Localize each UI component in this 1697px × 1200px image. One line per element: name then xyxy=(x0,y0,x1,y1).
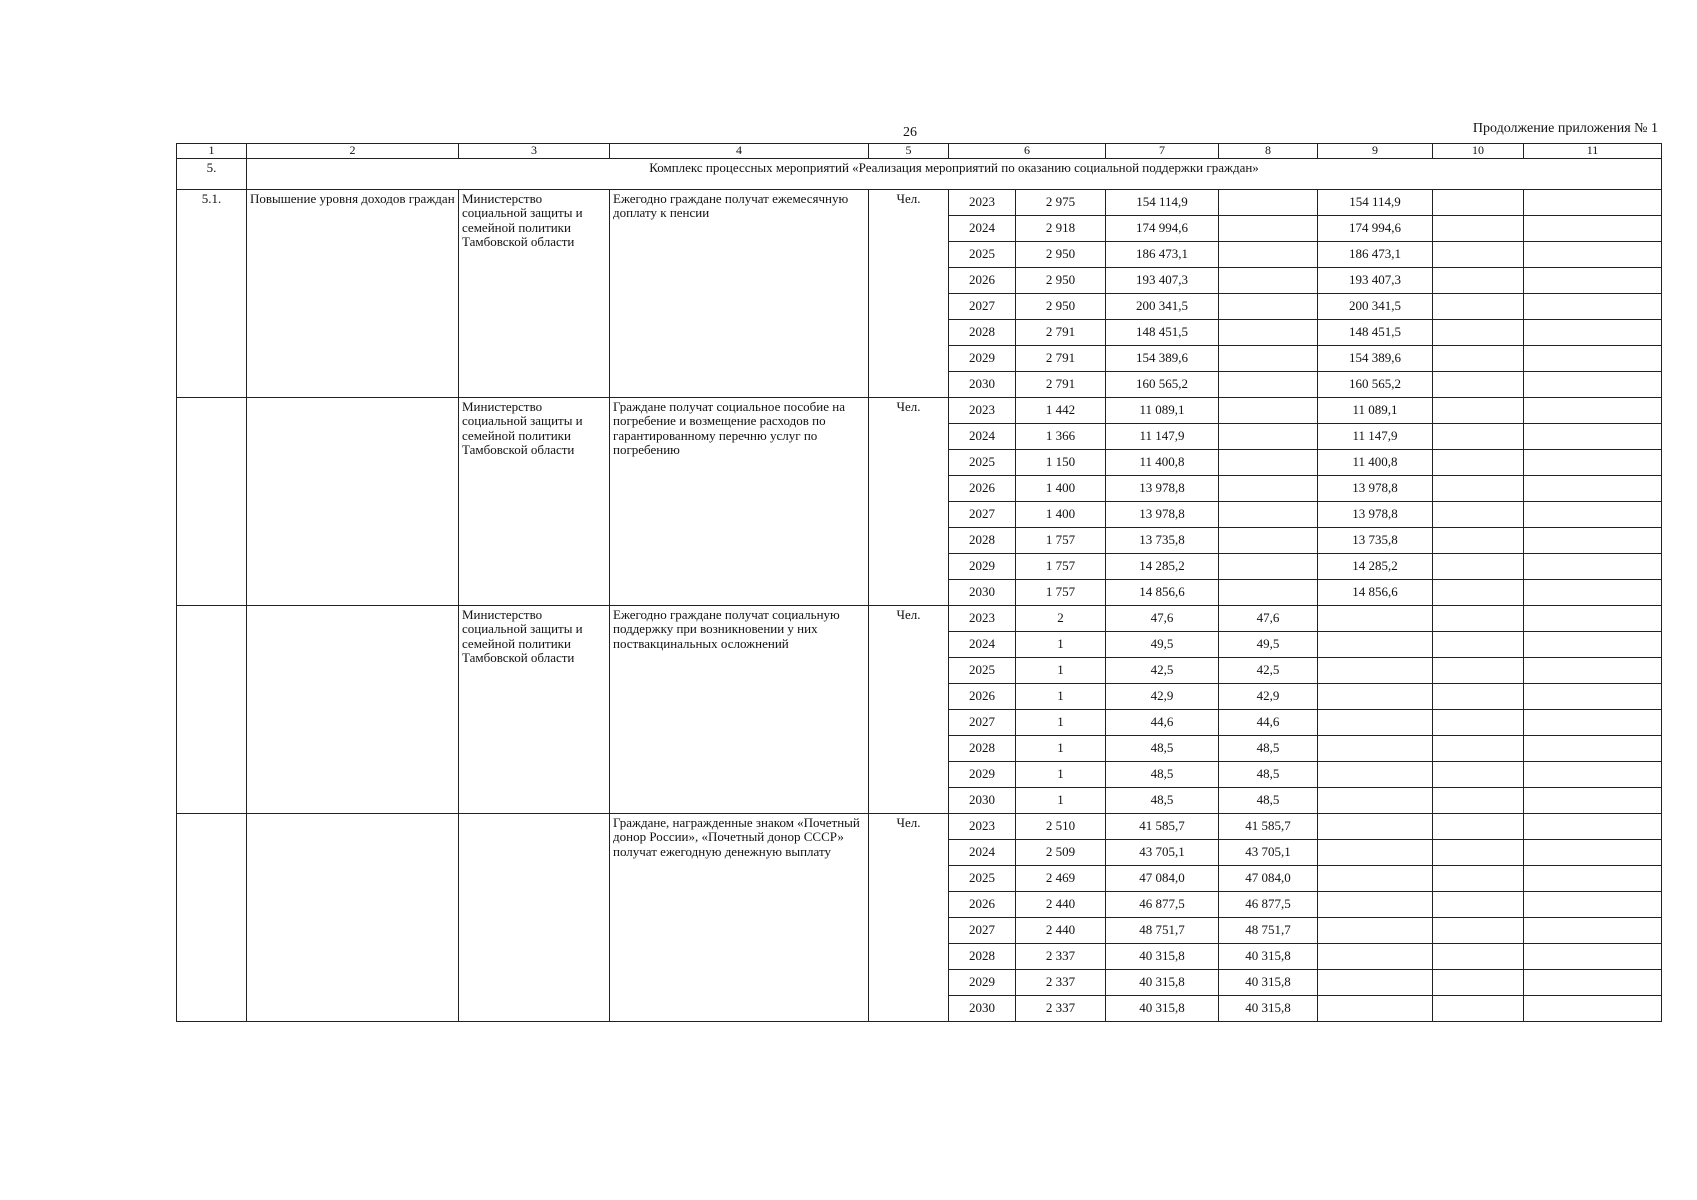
column-8-cell: 40 315,8 xyxy=(1219,996,1318,1022)
column-10-cell xyxy=(1433,866,1524,892)
column-8-cell xyxy=(1219,294,1318,320)
column-8-cell: 40 315,8 xyxy=(1219,970,1318,996)
column-number-cell: 4 xyxy=(610,144,869,159)
column-11-cell xyxy=(1524,996,1662,1022)
column-11-cell xyxy=(1524,554,1662,580)
column-number-row xyxy=(177,144,1662,159)
column-10-cell xyxy=(1433,450,1524,476)
column-10-cell xyxy=(1433,736,1524,762)
column-10-cell xyxy=(1433,242,1524,268)
year-cell: 2026 xyxy=(949,268,1016,294)
responsible-cell: Министерство социальной защиты и семейной политики Тамбовской области xyxy=(459,190,610,398)
column-8-cell xyxy=(1219,398,1318,424)
column-9-cell: 148 451,5 xyxy=(1318,320,1433,346)
people-count-cell: 2 791 xyxy=(1016,346,1106,372)
unit-cell: Чел. xyxy=(869,606,949,814)
people-count-cell: 1 757 xyxy=(1016,528,1106,554)
people-count-cell: 2 510 xyxy=(1016,814,1106,840)
column-10-cell xyxy=(1433,346,1524,372)
column-11-cell xyxy=(1524,762,1662,788)
column-11-cell xyxy=(1524,866,1662,892)
column-10-cell xyxy=(1433,424,1524,450)
total-amount-cell: 49,5 xyxy=(1106,632,1219,658)
column-11-cell xyxy=(1524,970,1662,996)
total-amount-cell: 174 994,6 xyxy=(1106,216,1219,242)
column-8-cell xyxy=(1219,476,1318,502)
column-9-cell: 186 473,1 xyxy=(1318,242,1433,268)
unit-cell: Чел. xyxy=(869,814,949,1022)
people-count-cell: 2 918 xyxy=(1016,216,1106,242)
total-amount-cell: 200 341,5 xyxy=(1106,294,1219,320)
column-9-cell: 160 565,2 xyxy=(1318,372,1433,398)
column-8-cell: 47,6 xyxy=(1219,606,1318,632)
column-8-cell: 41 585,7 xyxy=(1219,814,1318,840)
column-10-cell xyxy=(1433,190,1524,216)
people-count-cell: 2 440 xyxy=(1016,892,1106,918)
year-cell: 2030 xyxy=(949,788,1016,814)
people-count-cell: 1 150 xyxy=(1016,450,1106,476)
people-count-cell: 1 400 xyxy=(1016,476,1106,502)
column-11-cell xyxy=(1524,632,1662,658)
total-amount-cell: 14 285,2 xyxy=(1106,554,1219,580)
column-9-cell: 13 735,8 xyxy=(1318,528,1433,554)
continuation-note: Продолжение приложения № 1 xyxy=(1472,121,1658,136)
column-9-cell xyxy=(1318,658,1433,684)
column-10-cell xyxy=(1433,398,1524,424)
column-11-cell xyxy=(1524,346,1662,372)
column-11-cell xyxy=(1524,918,1662,944)
column-10-cell xyxy=(1433,476,1524,502)
total-amount-cell: 13 978,8 xyxy=(1106,476,1219,502)
column-8-cell xyxy=(1219,580,1318,606)
people-count-cell: 2 950 xyxy=(1016,294,1106,320)
column-9-cell: 11 147,9 xyxy=(1318,424,1433,450)
column-10-cell xyxy=(1433,320,1524,346)
total-amount-cell: 160 565,2 xyxy=(1106,372,1219,398)
column-11-cell xyxy=(1524,736,1662,762)
column-10-cell xyxy=(1433,684,1524,710)
column-10-cell xyxy=(1433,606,1524,632)
total-amount-cell: 148 451,5 xyxy=(1106,320,1219,346)
column-9-cell: 193 407,3 xyxy=(1318,268,1433,294)
column-number-cell: 10 xyxy=(1433,144,1524,159)
column-9-cell xyxy=(1318,918,1433,944)
column-11-cell xyxy=(1524,450,1662,476)
year-cell: 2023 xyxy=(949,814,1016,840)
section-row xyxy=(177,159,1662,190)
column-9-cell: 13 978,8 xyxy=(1318,476,1433,502)
blank-name-cell xyxy=(247,398,459,606)
total-amount-cell: 154 389,6 xyxy=(1106,346,1219,372)
section-number: 5. xyxy=(177,159,247,190)
year-cell: 2030 xyxy=(949,996,1016,1022)
column-11-cell xyxy=(1524,892,1662,918)
column-8-cell: 44,6 xyxy=(1219,710,1318,736)
people-count-cell: 1 xyxy=(1016,736,1106,762)
column-9-cell: 11 400,8 xyxy=(1318,450,1433,476)
section-title: Комплекс процессных мероприятий «Реализация мероприятий по оказанию социальной поддержки граждан» xyxy=(247,159,1662,190)
column-8-cell xyxy=(1219,268,1318,294)
column-9-cell xyxy=(1318,970,1433,996)
column-10-cell xyxy=(1433,580,1524,606)
total-amount-cell: 41 585,7 xyxy=(1106,814,1219,840)
column-10-cell xyxy=(1433,372,1524,398)
total-amount-cell: 11 089,1 xyxy=(1106,398,1219,424)
column-number-cell: 6 xyxy=(949,144,1106,159)
column-11-cell xyxy=(1524,398,1662,424)
people-count-cell: 2 950 xyxy=(1016,268,1106,294)
column-9-cell xyxy=(1318,788,1433,814)
column-10-cell xyxy=(1433,502,1524,528)
blank-number-cell xyxy=(177,814,247,1022)
year-cell: 2027 xyxy=(949,502,1016,528)
total-amount-cell: 154 114,9 xyxy=(1106,190,1219,216)
column-9-cell xyxy=(1318,632,1433,658)
column-10-cell xyxy=(1433,294,1524,320)
column-10-cell xyxy=(1433,970,1524,996)
column-8-cell xyxy=(1219,320,1318,346)
people-count-cell: 1 xyxy=(1016,632,1106,658)
column-11-cell xyxy=(1524,372,1662,398)
column-9-cell: 174 994,6 xyxy=(1318,216,1433,242)
responsible-cell: Министерство социальной защиты и семейной политики Тамбовской области xyxy=(459,398,610,606)
total-amount-cell: 186 473,1 xyxy=(1106,242,1219,268)
year-cell: 2025 xyxy=(949,658,1016,684)
column-9-cell: 154 389,6 xyxy=(1318,346,1433,372)
column-8-cell xyxy=(1219,242,1318,268)
column-number-cell: 8 xyxy=(1219,144,1318,159)
column-9-cell xyxy=(1318,736,1433,762)
column-8-cell: 43 705,1 xyxy=(1219,840,1318,866)
year-cell: 2028 xyxy=(949,944,1016,970)
column-11-cell xyxy=(1524,606,1662,632)
total-amount-cell: 13 978,8 xyxy=(1106,502,1219,528)
year-cell: 2023 xyxy=(949,398,1016,424)
year-cell: 2026 xyxy=(949,892,1016,918)
total-amount-cell: 48,5 xyxy=(1106,788,1219,814)
people-count-cell: 1 366 xyxy=(1016,424,1106,450)
column-9-cell xyxy=(1318,866,1433,892)
column-11-cell xyxy=(1524,268,1662,294)
unit-cell: Чел. xyxy=(869,190,949,398)
column-9-cell: 11 089,1 xyxy=(1318,398,1433,424)
people-count-cell: 1 xyxy=(1016,684,1106,710)
page-number: 26 xyxy=(903,125,917,140)
blank-name-cell xyxy=(247,606,459,814)
blank-name-cell xyxy=(247,814,459,1022)
item-name: Повышение уровня доходов граждан xyxy=(247,190,459,398)
year-cell: 2024 xyxy=(949,424,1016,450)
year-cell: 2027 xyxy=(949,918,1016,944)
column-11-cell xyxy=(1524,658,1662,684)
column-11-cell xyxy=(1524,242,1662,268)
column-9-cell xyxy=(1318,944,1433,970)
year-cell: 2024 xyxy=(949,216,1016,242)
column-10-cell xyxy=(1433,918,1524,944)
people-count-cell: 1 xyxy=(1016,658,1106,684)
people-count-cell: 2 337 xyxy=(1016,970,1106,996)
column-8-cell: 40 315,8 xyxy=(1219,944,1318,970)
table-row xyxy=(177,398,1662,424)
people-count-cell: 1 400 xyxy=(1016,502,1106,528)
column-9-cell xyxy=(1318,996,1433,1022)
table-row xyxy=(177,814,1662,840)
column-10-cell xyxy=(1433,554,1524,580)
column-11-cell xyxy=(1524,528,1662,554)
column-11-cell xyxy=(1524,814,1662,840)
column-9-cell xyxy=(1318,814,1433,840)
column-10-cell xyxy=(1433,762,1524,788)
people-count-cell: 2 509 xyxy=(1016,840,1106,866)
year-cell: 2025 xyxy=(949,450,1016,476)
year-cell: 2028 xyxy=(949,320,1016,346)
column-9-cell xyxy=(1318,892,1433,918)
column-8-cell xyxy=(1219,502,1318,528)
people-count-cell: 2 337 xyxy=(1016,996,1106,1022)
year-cell: 2029 xyxy=(949,346,1016,372)
year-cell: 2023 xyxy=(949,606,1016,632)
column-9-cell xyxy=(1318,606,1433,632)
column-number-cell: 2 xyxy=(247,144,459,159)
column-9-cell: 14 856,6 xyxy=(1318,580,1433,606)
column-8-cell: 48 751,7 xyxy=(1219,918,1318,944)
column-9-cell xyxy=(1318,684,1433,710)
total-amount-cell: 47 084,0 xyxy=(1106,866,1219,892)
column-8-cell: 48,5 xyxy=(1219,736,1318,762)
column-8-cell xyxy=(1219,450,1318,476)
column-8-cell: 42,9 xyxy=(1219,684,1318,710)
column-number-cell: 3 xyxy=(459,144,610,159)
people-count-cell: 2 440 xyxy=(1016,918,1106,944)
total-amount-cell: 11 400,8 xyxy=(1106,450,1219,476)
blank-number-cell xyxy=(177,398,247,606)
unit-cell: Чел. xyxy=(869,398,949,606)
column-number-cell: 7 xyxy=(1106,144,1219,159)
column-9-cell: 200 341,5 xyxy=(1318,294,1433,320)
column-11-cell xyxy=(1524,476,1662,502)
column-10-cell xyxy=(1433,996,1524,1022)
column-10-cell xyxy=(1433,892,1524,918)
people-count-cell: 2 469 xyxy=(1016,866,1106,892)
column-9-cell xyxy=(1318,710,1433,736)
column-8-cell xyxy=(1219,554,1318,580)
column-10-cell xyxy=(1433,814,1524,840)
responsible-cell: Министерство социальной защиты и семейной политики Тамбовской области xyxy=(459,606,610,814)
people-count-cell: 2 975 xyxy=(1016,190,1106,216)
people-count-cell: 1 442 xyxy=(1016,398,1106,424)
year-cell: 2026 xyxy=(949,684,1016,710)
year-cell: 2026 xyxy=(949,476,1016,502)
people-count-cell: 1 xyxy=(1016,788,1106,814)
people-count-cell: 2 337 xyxy=(1016,944,1106,970)
column-9-cell: 14 285,2 xyxy=(1318,554,1433,580)
total-amount-cell: 11 147,9 xyxy=(1106,424,1219,450)
column-11-cell xyxy=(1524,294,1662,320)
year-cell: 2023 xyxy=(949,190,1016,216)
column-number-cell: 5 xyxy=(869,144,949,159)
column-8-cell: 47 084,0 xyxy=(1219,866,1318,892)
total-amount-cell: 46 877,5 xyxy=(1106,892,1219,918)
description-cell: Ежегодно граждане получат социальную поддержку при возникновении у них поствакцинальных осложнений xyxy=(610,606,869,814)
year-cell: 2027 xyxy=(949,710,1016,736)
column-10-cell xyxy=(1433,632,1524,658)
total-amount-cell: 42,5 xyxy=(1106,658,1219,684)
column-11-cell xyxy=(1524,580,1662,606)
people-count-cell: 1 757 xyxy=(1016,580,1106,606)
column-8-cell: 48,5 xyxy=(1219,762,1318,788)
year-cell: 2028 xyxy=(949,736,1016,762)
column-number-cell: 9 xyxy=(1318,144,1433,159)
year-cell: 2030 xyxy=(949,372,1016,398)
column-8-cell xyxy=(1219,190,1318,216)
total-amount-cell: 40 315,8 xyxy=(1106,944,1219,970)
column-10-cell xyxy=(1433,788,1524,814)
column-11-cell xyxy=(1524,788,1662,814)
description-cell: Граждане получат социальное пособие на погребение и возмещение расходов по гарантированному перечню услуг по погребению xyxy=(610,398,869,606)
total-amount-cell: 40 315,8 xyxy=(1106,996,1219,1022)
column-11-cell xyxy=(1524,424,1662,450)
year-cell: 2024 xyxy=(949,632,1016,658)
column-8-cell: 49,5 xyxy=(1219,632,1318,658)
column-10-cell xyxy=(1433,944,1524,970)
year-cell: 2030 xyxy=(949,580,1016,606)
year-cell: 2027 xyxy=(949,294,1016,320)
column-11-cell xyxy=(1524,502,1662,528)
total-amount-cell: 14 856,6 xyxy=(1106,580,1219,606)
column-9-cell xyxy=(1318,840,1433,866)
people-count-cell: 1 xyxy=(1016,710,1106,736)
column-8-cell xyxy=(1219,346,1318,372)
people-count-cell: 2 xyxy=(1016,606,1106,632)
column-8-cell xyxy=(1219,424,1318,450)
column-8-cell: 42,5 xyxy=(1219,658,1318,684)
column-8-cell xyxy=(1219,216,1318,242)
description-cell: Ежегодно граждане получат ежемесячную доплату к пенсии xyxy=(610,190,869,398)
column-10-cell xyxy=(1433,528,1524,554)
blank-number-cell xyxy=(177,606,247,814)
people-count-cell: 2 950 xyxy=(1016,242,1106,268)
column-9-cell xyxy=(1318,762,1433,788)
column-11-cell xyxy=(1524,216,1662,242)
column-11-cell xyxy=(1524,944,1662,970)
item-number: 5.1. xyxy=(177,190,247,398)
column-8-cell xyxy=(1219,372,1318,398)
year-cell: 2025 xyxy=(949,866,1016,892)
column-8-cell: 46 877,5 xyxy=(1219,892,1318,918)
column-10-cell xyxy=(1433,840,1524,866)
people-count-cell: 1 xyxy=(1016,762,1106,788)
year-cell: 2025 xyxy=(949,242,1016,268)
column-11-cell xyxy=(1524,840,1662,866)
column-number-cell: 11 xyxy=(1524,144,1662,159)
column-11-cell xyxy=(1524,710,1662,736)
year-cell: 2029 xyxy=(949,970,1016,996)
table-row xyxy=(177,190,1662,216)
column-10-cell xyxy=(1433,268,1524,294)
column-10-cell xyxy=(1433,710,1524,736)
column-10-cell xyxy=(1433,658,1524,684)
total-amount-cell: 13 735,8 xyxy=(1106,528,1219,554)
total-amount-cell: 48 751,7 xyxy=(1106,918,1219,944)
column-9-cell: 13 978,8 xyxy=(1318,502,1433,528)
total-amount-cell: 48,5 xyxy=(1106,762,1219,788)
year-cell: 2024 xyxy=(949,840,1016,866)
responsible-cell xyxy=(459,814,610,1022)
year-cell: 2029 xyxy=(949,762,1016,788)
column-number-cell: 1 xyxy=(177,144,247,159)
total-amount-cell: 44,6 xyxy=(1106,710,1219,736)
measures-table xyxy=(176,143,1662,1022)
column-8-cell xyxy=(1219,528,1318,554)
total-amount-cell: 43 705,1 xyxy=(1106,840,1219,866)
description-cell: Граждане, награжденные знаком «Почетный донор России», «Почетный донор СССР» получат ежегодную денежную выплату xyxy=(610,814,869,1022)
column-11-cell xyxy=(1524,190,1662,216)
column-10-cell xyxy=(1433,216,1524,242)
total-amount-cell: 48,5 xyxy=(1106,736,1219,762)
people-count-cell: 2 791 xyxy=(1016,320,1106,346)
total-amount-cell: 42,9 xyxy=(1106,684,1219,710)
total-amount-cell: 40 315,8 xyxy=(1106,970,1219,996)
column-8-cell: 48,5 xyxy=(1219,788,1318,814)
table-row xyxy=(177,606,1662,632)
people-count-cell: 2 791 xyxy=(1016,372,1106,398)
year-cell: 2029 xyxy=(949,554,1016,580)
total-amount-cell: 193 407,3 xyxy=(1106,268,1219,294)
column-9-cell: 154 114,9 xyxy=(1318,190,1433,216)
column-11-cell xyxy=(1524,320,1662,346)
total-amount-cell: 47,6 xyxy=(1106,606,1219,632)
year-cell: 2028 xyxy=(949,528,1016,554)
people-count-cell: 1 757 xyxy=(1016,554,1106,580)
column-11-cell xyxy=(1524,684,1662,710)
